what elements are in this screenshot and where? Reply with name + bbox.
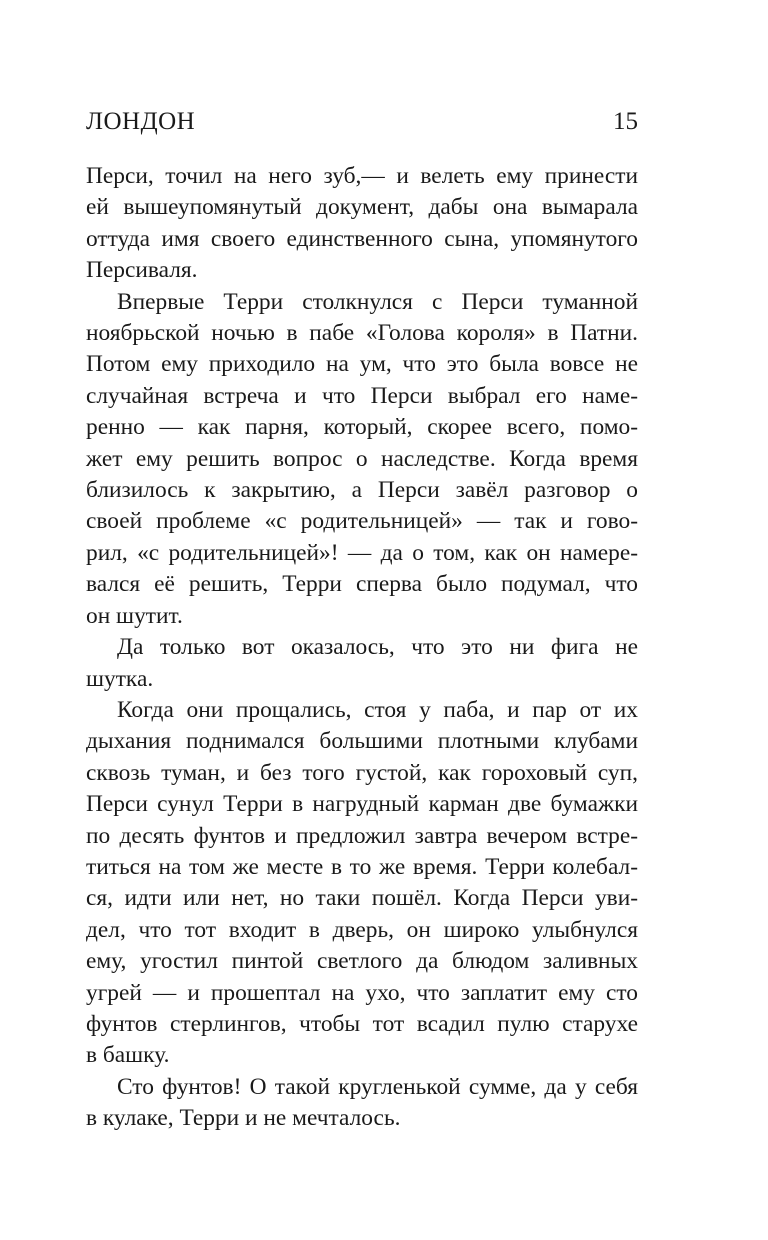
text-line: дыхания поднимался большими плотными клубами <box>86 728 638 755</box>
text-line: вался её решить, Терри сперва было подумал, что <box>86 571 638 598</box>
paragraph <box>86 695 638 1072</box>
text-line: Потом ему приходило на ум, что это была вовсе не <box>86 351 638 378</box>
text-line: Персиваля. <box>86 257 198 284</box>
text-line: случайная встреча и что Перси выбрал его наме- <box>86 382 638 409</box>
text-line: жет ему решить вопрос о наследстве. Когда время <box>86 445 638 472</box>
text-line: шутка. <box>86 665 154 692</box>
text-line: ся, идти или нет, но таки пошёл. Когда Перси уви- <box>86 885 638 912</box>
text-line: ренно — как парня, который, скорее всего, помо- <box>86 414 638 441</box>
text-line: он шутит. <box>86 602 183 629</box>
book-page <box>86 0 638 1240</box>
paragraph <box>86 632 638 695</box>
text-line: Перси сунул Терри в нагрудный карман две бумажки <box>86 791 638 818</box>
text-line: Сто фунтов! О такой кругленькой сумме, да у себя <box>117 1073 638 1100</box>
text-line: близилось к закрытию, а Перси завёл разговор о <box>86 477 638 504</box>
text-line: в кулаке, Терри и не мечталось. <box>86 1105 401 1132</box>
running-head <box>86 104 638 140</box>
paragraph <box>86 287 638 632</box>
text-line: Да только вот оказалось, что это ни фига не <box>117 634 638 661</box>
text-line: титься на том же месте в то же время. Терри колебал- <box>86 853 638 880</box>
text-line: по десять фунтов и предложил завтра вечером встре- <box>86 822 638 849</box>
text-line: угрей — и прошептал на ухо, что заплатит ему сто <box>86 979 638 1006</box>
text-line: оттуда имя своего единственного сына, упомянутого <box>86 225 638 252</box>
text-line: рил, «с родительницей»! — да о том, как он намере- <box>86 539 638 566</box>
text-line: дел, что тот входит в дверь, он широко улыбнулся <box>86 916 638 943</box>
text-line: Перси, точил на него зуб,— и велеть ему принести <box>86 163 638 189</box>
text-line: ему, угостил пинтой светлого да блюдом заливных <box>86 948 638 975</box>
paragraph <box>86 1072 638 1135</box>
text-line: в башку. <box>86 1042 170 1069</box>
page-number: 15 <box>613 108 638 135</box>
text-line: ноябрьской ночью в пабе «Голова короля» в Патни. <box>86 320 638 347</box>
text-line: Когда они прощались, стоя у паба, и пар от их <box>117 696 638 723</box>
paragraph <box>86 161 638 287</box>
text-line: Впервые Терри столкнулся с Перси туманной <box>117 288 638 315</box>
chapter-title: ЛОНДОН <box>86 108 196 135</box>
text-line: ей вышеупомянутый документ, дабы она вымарала <box>86 194 638 221</box>
body-text <box>86 161 638 1135</box>
text-line: фунтов стерлингов, чтобы тот всадил пулю старухе <box>86 1010 638 1037</box>
text-line: сквозь туман, и без того густой, как гороховый суп, <box>86 759 638 786</box>
text-line: своей проблеме «с родительницей» — так и гово- <box>86 508 638 535</box>
